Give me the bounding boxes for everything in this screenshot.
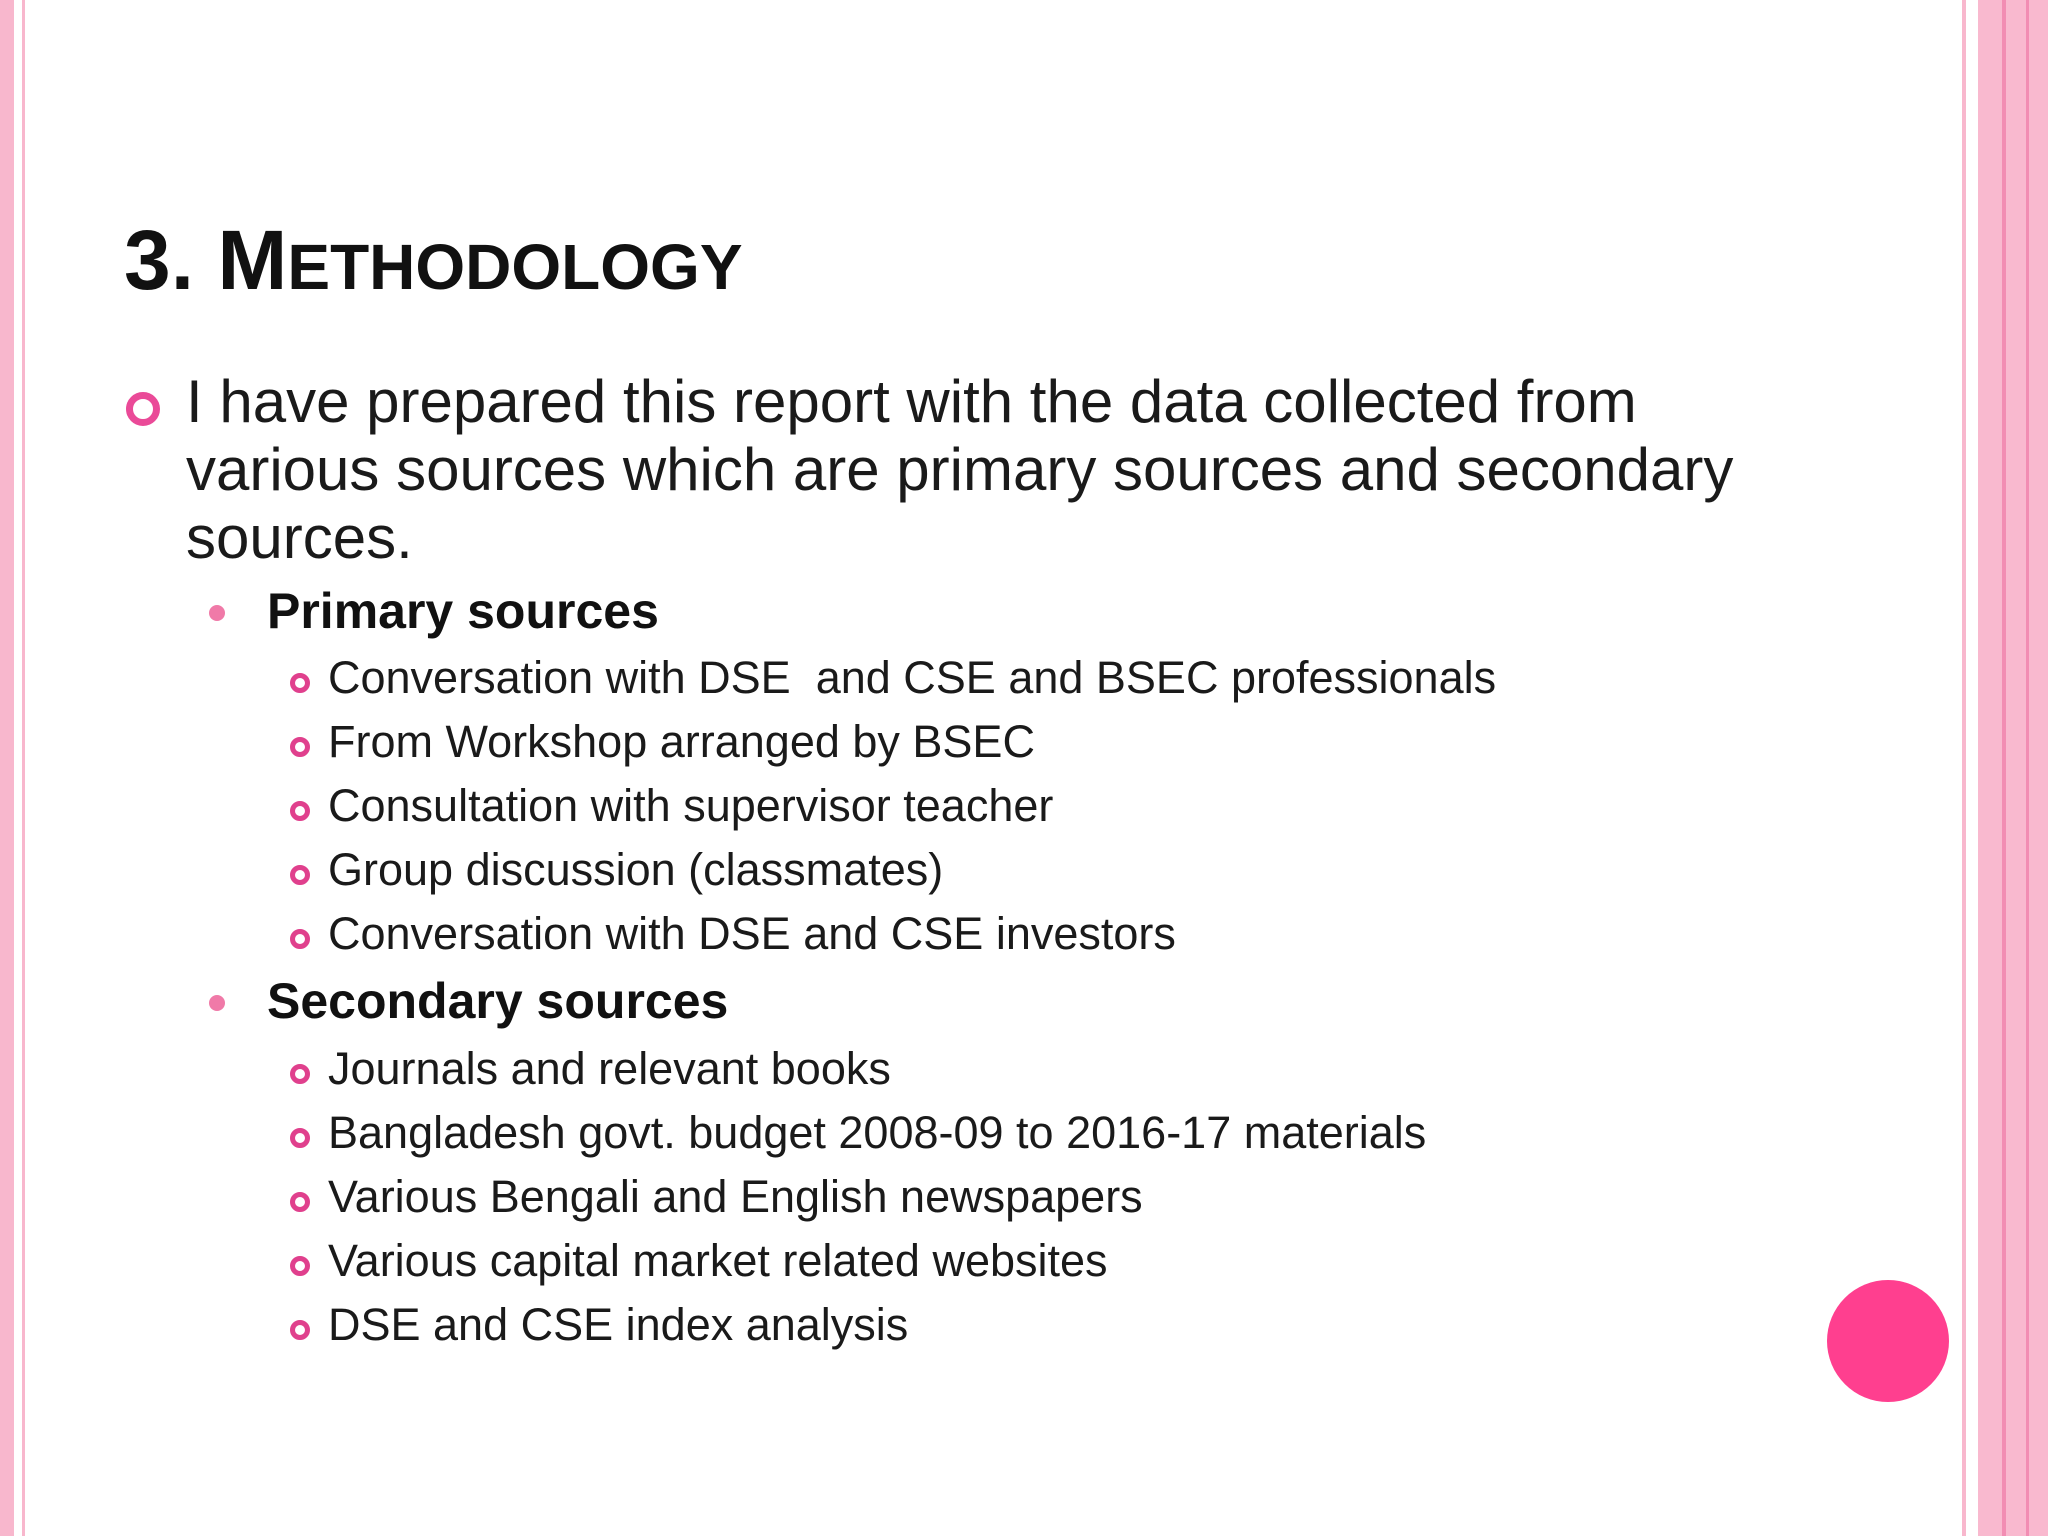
list-item: Bangladesh govt. budget 2008-09 to 2016-17 materials xyxy=(328,1107,1427,1158)
list-item: Conversation with DSE and CSE investors xyxy=(328,908,1176,959)
list-item: DSE and CSE index analysis xyxy=(328,1299,909,1350)
ring-bullet-icon xyxy=(290,865,310,885)
ring-bullet-icon xyxy=(290,1064,310,1084)
ring-bullet-icon xyxy=(290,737,310,757)
frame-right-band xyxy=(1978,0,2048,1536)
primary-sources-heading: Primary sources xyxy=(267,583,659,639)
frame-right-stripe xyxy=(2002,0,2006,1536)
secondary-sources-heading: Secondary sources xyxy=(267,973,729,1029)
frame-left-border xyxy=(0,0,14,1536)
ring-bullet-icon xyxy=(290,801,310,821)
ring-bullet-icon xyxy=(290,673,310,693)
dot-bullet-icon xyxy=(209,995,225,1011)
list-item: Journals and relevant books xyxy=(328,1043,891,1094)
intro-paragraph: I have prepared this report with the data collected from various sources which are primary sources and secondary sources. xyxy=(186,368,1734,571)
list-item: Various Bengali and English newspapers xyxy=(328,1171,1143,1222)
list-item: From Workshop arranged by BSEC xyxy=(328,716,1035,767)
ring-bullet-icon xyxy=(290,1128,310,1148)
frame-left-line xyxy=(22,0,25,1536)
list-item: Conversation with DSE and CSE and BSEC professionals xyxy=(328,652,1497,703)
slide-title xyxy=(124,212,743,309)
accent-circle xyxy=(1827,1280,1949,1402)
list-item: Group discussion (classmates) xyxy=(328,844,944,895)
ring-bullet-icon xyxy=(290,1192,310,1212)
frame-right-line xyxy=(1962,0,1966,1536)
title-rest: ETHODOLOGY xyxy=(287,231,743,303)
title-number: 3. xyxy=(124,213,218,307)
ring-bullet-icon xyxy=(290,929,310,949)
list-item: Various capital market related websites xyxy=(328,1235,1108,1286)
ring-bullet-icon xyxy=(126,392,160,426)
ring-bullet-icon xyxy=(290,1320,310,1340)
ring-bullet-icon xyxy=(290,1256,310,1276)
dot-bullet-icon xyxy=(209,605,225,621)
frame-right-stripe-2 xyxy=(2026,0,2029,1536)
title-first-letter: M xyxy=(217,213,288,307)
list-item: Consultation with supervisor teacher xyxy=(328,780,1054,831)
